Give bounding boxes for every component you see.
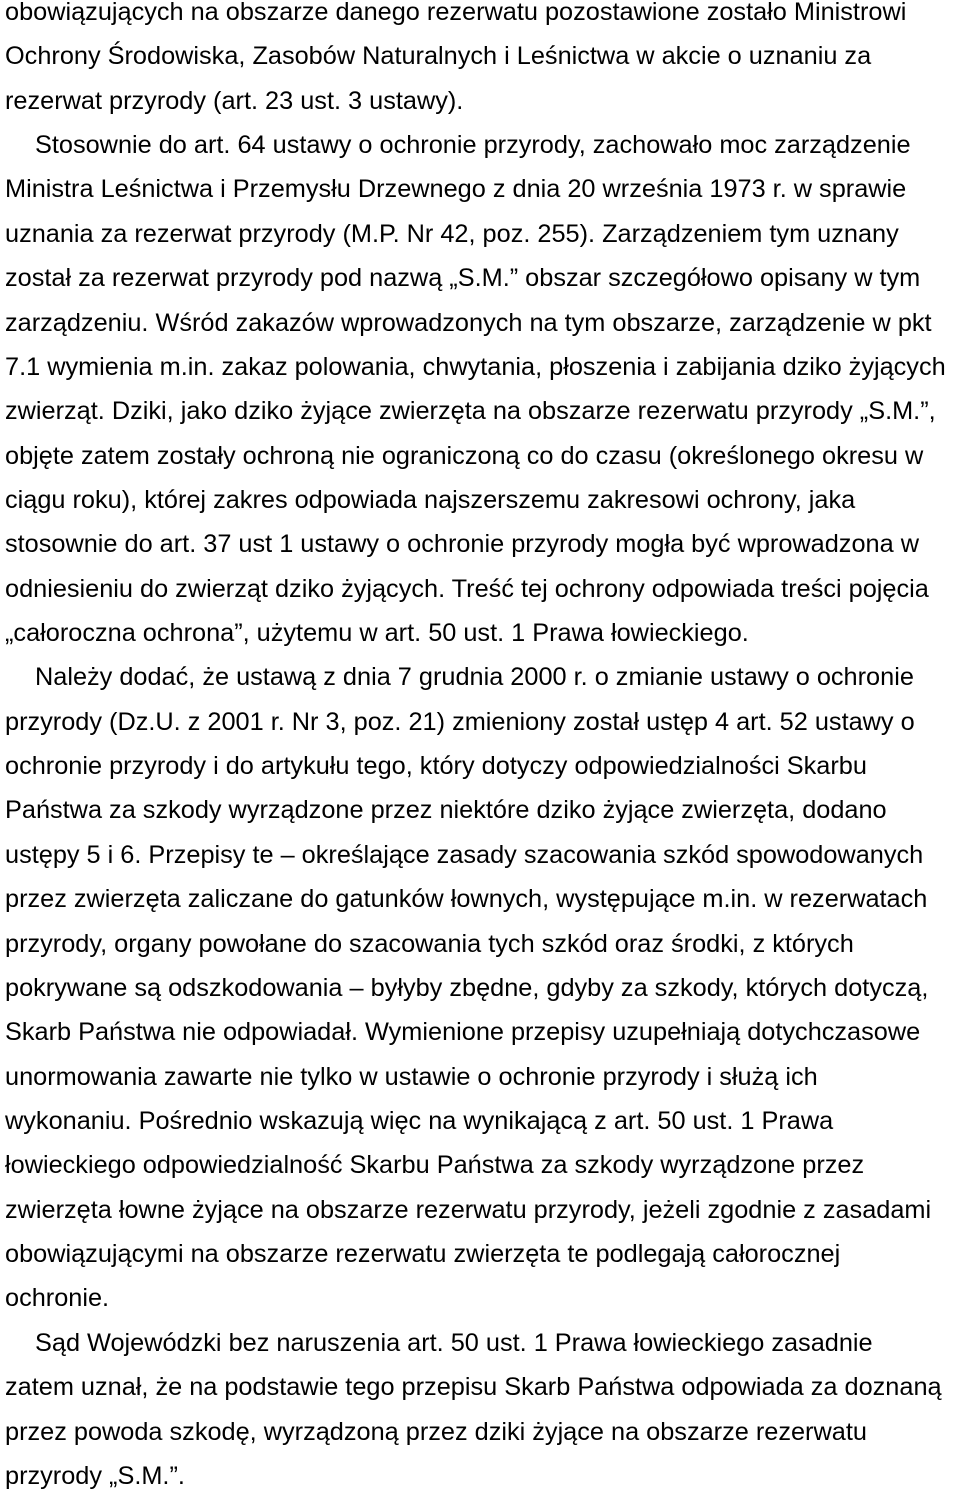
- text-line: został za rezerwat przyrody pod nazwą „S.M.” obszar szczegółowo opisany w tym: [5, 264, 921, 293]
- text-line: ochronie przyrody i do artykułu tego, który dotyczy odpowiedzialności Skarbu: [5, 752, 867, 781]
- text-line: Ochrony Środowiska, Zasobów Naturalnych i Leśnictwa w akcie o uznaniu za: [5, 42, 872, 71]
- paragraph-1: [5, 0, 955, 113]
- text-line: przez zwierzęta zaliczane do gatunków łownych, występujące m.in. w rezerwatach: [5, 885, 928, 914]
- text-line: ustępy 5 i 6. Przepisy te – określające zasady szacowania szkód spowodowanych: [5, 840, 924, 869]
- text-line: „całoroczna ochrona”, użytemu w art. 50 ust. 1 Prawa łowieckiego.: [5, 619, 749, 648]
- text-line: rezerwat przyrody (art. 23 ust. 3 ustawy).: [5, 86, 464, 115]
- text-line: Stosownie do art. 64 ustawy o ochronie przyrody, zachowało moc zarządzenie: [35, 131, 911, 160]
- text-line: obowiązującymi na obszarze rezerwatu zwierzęta te podlegają całorocznej: [5, 1240, 841, 1269]
- document-page: [5, 0, 955, 1488]
- paragraph-3: [5, 663, 955, 1313]
- text-line: ochronie.: [5, 1284, 110, 1313]
- text-line: zatem uznał, że na podstawie tego przepisu Skarb Państwa odpowiada za doznaną: [5, 1373, 942, 1402]
- paragraph-2: [5, 131, 955, 648]
- text-line: wykonaniu. Pośrednio wskazują więc na wynikającą z art. 50 ust. 1 Prawa: [5, 1106, 834, 1135]
- text-line: uznania za rezerwat przyrody (M.P. Nr 42, poz. 255). Zarządzeniem tym uznany: [5, 219, 899, 248]
- text-line: zwierzęta łowne żyjące na obszarze rezerwatu przyrody, jeżeli zgodnie z zasadami: [5, 1195, 932, 1224]
- text-line: przez powoda szkodę, wyrządzoną przez dziki żyjące na obszarze rezerwatu: [5, 1417, 867, 1446]
- text-line: objęte zatem zostały ochroną nie ograniczoną co do czasu (określonego okresu w: [5, 441, 924, 470]
- text-line: zwierząt. Dziki, jako dziko żyjące zwierzęta na obszarze rezerwatu przyrody „S.M.”,: [5, 397, 936, 426]
- text-line: unormowania zawarte nie tylko w ustawie o ochronie przyrody i służą ich: [5, 1062, 818, 1091]
- text-line: Należy dodać, że ustawą z dnia 7 grudnia 2000 r. o zmianie ustawy o ochronie: [35, 663, 914, 692]
- text-line: ciągu roku), której zakres odpowiada najszerszemu zakresowi ochrony, jaka: [5, 485, 856, 514]
- paragraph-4: [5, 1328, 955, 1490]
- text-line: Sąd Wojewódzki bez naruszenia art. 50 ust. 1 Prawa łowieckiego zasadnie: [35, 1328, 873, 1357]
- text-line: stosownie do art. 37 ust 1 ustawy o ochronie przyrody mogła być wprowadzona w: [5, 530, 919, 559]
- text-line: łowieckiego odpowiedzialność Skarbu Państwa za szkody wyrządzone przez: [5, 1151, 865, 1180]
- text-line: odniesieniu do zwierząt dziko żyjących. Treść tej ochrony odpowiada treści pojęcia: [5, 574, 929, 603]
- text-line: przyrody (Dz.U. z 2001 r. Nr 3, poz. 21) zmieniony został ustęp 4 art. 52 ustawy o: [5, 707, 915, 736]
- text-line: Państwa za szkody wyrządzone przez niektóre dziko żyjące zwierzęta, dodano: [5, 796, 887, 825]
- text-line: obowiązujących na obszarze danego rezerwatu pozostawione zostało Ministrowi: [5, 0, 907, 26]
- text-line: pokrywane są odszkodowania – byłyby zbędne, gdyby za szkody, których dotyczą,: [5, 973, 929, 1002]
- text-line: Skarb Państwa nie odpowiadał. Wymienione przepisy uzupełniają dotychczasowe: [5, 1018, 921, 1047]
- text-line: zarządzeniu. Wśród zakazów wprowadzonych na tym obszarze, zarządzenie w pkt: [5, 308, 932, 337]
- text-line: przyrody, organy powołane do szacowania tych szkód oraz środki, z których: [5, 929, 854, 958]
- text-line: 7.1 wymienia m.in. zakaz polowania, chwytania, płoszenia i zabijania dziko żyjących: [5, 352, 946, 381]
- text-line: Ministra Leśnictwa i Przemysłu Drzewnego z dnia 20 września 1973 r. w sprawie: [5, 175, 907, 204]
- text-line: przyrody „S.M.”.: [5, 1461, 185, 1490]
